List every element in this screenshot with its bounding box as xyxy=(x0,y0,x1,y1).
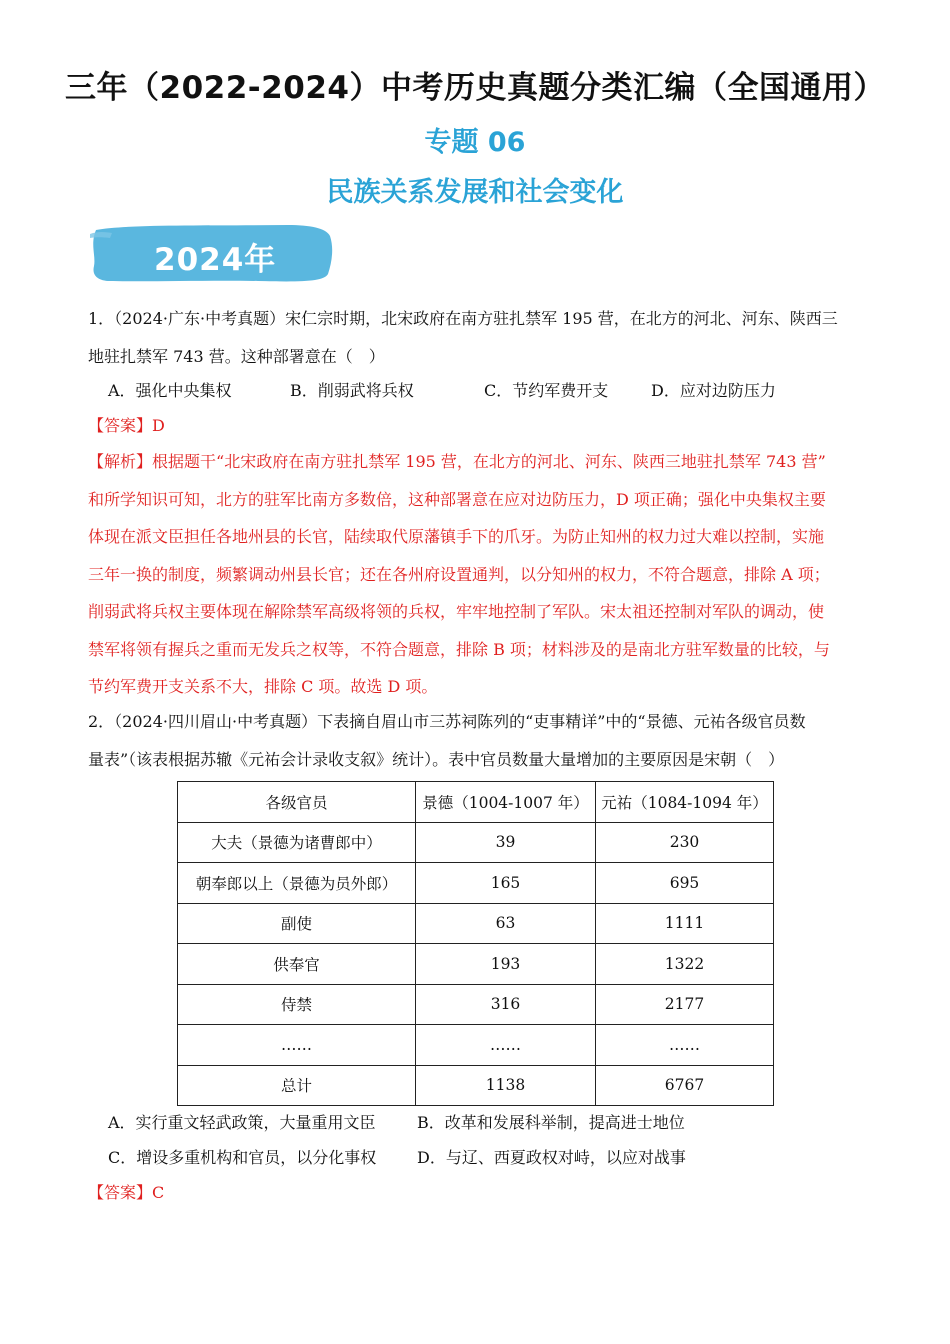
q1-analysis-line: 体现在派文臣担任各地州县的长官，陆续取代原藩镇手下的爪牙。为防止知州的权力过大难以控制，实施 xyxy=(88,527,825,546)
q1-analysis-label: 【解析】 xyxy=(88,452,153,471)
table-header-cell: 元祐（1084-1094 年） xyxy=(596,782,774,823)
table-row xyxy=(178,903,774,944)
officials-table xyxy=(177,781,774,1106)
q1-stem-line2: 地驻扎禁军 743 营。这种部署意在（ ） xyxy=(88,346,385,366)
q2-stem-line1: 2．（2024·四川眉山·中考真题）下表摘自眉山市三苏祠陈列的“吏事精详”中的“景德、元祐各级官员数 xyxy=(88,712,806,731)
q1-analysis-line: 根据题干“北宋政府在南方驻扎禁军 195 营，在北方的河北、河东、陕西三地驻扎禁军 743 营” xyxy=(152,452,826,471)
q1-option-b: B．削弱武将兵权 xyxy=(290,381,414,400)
q1-stem-line1: 1．（2024·广东·中考真题）宋仁宗时期，北宋政府在南方驻扎禁军 195 营，在北方的河北、河东、陕西三 xyxy=(88,309,838,328)
table-row xyxy=(178,822,774,863)
table-cell: 总计 xyxy=(178,1065,416,1106)
q2-answer-value: C xyxy=(152,1183,165,1202)
table-cell: 695 xyxy=(596,863,774,904)
table-cell: 大夫（景德为诸曹郎中） xyxy=(178,822,416,863)
year-banner xyxy=(88,222,334,286)
q2-answer xyxy=(88,1174,863,1212)
q1-analysis-line: 禁军将领有握兵之重而无发兵之权等，不符合题意，排除 B 项；材料涉及的是南北方驻军数量的比较，与 xyxy=(88,639,830,659)
table-cell: 供奉官 xyxy=(178,944,416,985)
table-cell: 侍禁 xyxy=(178,984,416,1025)
table-cell: 193 xyxy=(416,944,596,985)
table-cell: 副使 xyxy=(178,903,416,944)
q1-analysis-line: 削弱武将兵权主要体现在解除禁军高级将领的兵权，牢牢地控制了军队。宋太祖还控制对军队的调动，使 xyxy=(88,602,825,621)
table-cell: 165 xyxy=(416,863,596,904)
page-title: 三年（2022-2024）中考历史真题分类汇编（全国通用） xyxy=(65,70,885,106)
table-cell: …… xyxy=(178,1025,416,1066)
q1-analysis-line: 和所学知识可知，北方的驻军比南方多数倍，这种部署意在应对边防压力，D 项正确；强化中央集权主要 xyxy=(88,489,826,509)
table-cell: 63 xyxy=(416,903,596,944)
table-cell: 39 xyxy=(416,822,596,863)
table-cell: 230 xyxy=(596,822,774,863)
table-cell: 1322 xyxy=(596,944,774,985)
q1-answer-label: 【答案】 xyxy=(88,416,153,435)
table-row xyxy=(178,863,774,904)
table-cell: …… xyxy=(596,1025,774,1066)
table-row xyxy=(178,944,774,985)
table-cell: 6767 xyxy=(596,1065,774,1106)
table-cell: 316 xyxy=(416,984,596,1025)
topic-number: 专题 06 xyxy=(424,127,526,158)
table-cell: 1111 xyxy=(596,903,774,944)
topic-subtitle: 民族关系发展和社会变化 xyxy=(326,177,624,208)
q1-stem xyxy=(88,300,863,375)
q2-option-b: B．改革和发展科举制，提高进士地位 xyxy=(417,1113,685,1132)
year-badge-label: 2024年 xyxy=(154,242,277,278)
q2-option-a: A．实行重文轻武政策，大量重用文臣 xyxy=(108,1113,376,1132)
table-header-cell: 各级官员 xyxy=(178,782,416,823)
table-cell: 1138 xyxy=(416,1065,596,1106)
table-cell: …… xyxy=(416,1025,596,1066)
q1-analysis-line: 节约军费开支关系不大，排除 C 项。故选 D 项。 xyxy=(88,677,438,696)
q1-option-c: C．节约军费开支 xyxy=(484,381,609,400)
table-cell: 朝奉郎以上（景德为员外郎） xyxy=(178,863,416,904)
q2-option-d: D．与辽、西夏政权对峙，以应对战事 xyxy=(417,1148,686,1167)
q1-analysis xyxy=(88,443,863,706)
q1-option-a: A．强化中央集权 xyxy=(108,381,232,400)
table-cell: 2177 xyxy=(596,984,774,1025)
q2-answer-label: 【答案】 xyxy=(88,1183,153,1202)
table-row xyxy=(178,984,774,1025)
q1-analysis-line: 三年一换的制度，频繁调动州县长官；还在各州府设置通判，以分知州的权力，不符合题意，排除 A 项； xyxy=(88,564,830,584)
table-row xyxy=(178,1065,774,1106)
table-row xyxy=(178,1025,774,1066)
q2-stem xyxy=(88,703,863,778)
q1-answer xyxy=(88,407,863,445)
q2-option-c: C．增设多重机构和官员，以分化事权 xyxy=(108,1148,377,1167)
q1-option-d: D．应对边防压力 xyxy=(651,381,776,400)
q1-answer-value: D xyxy=(152,416,165,435)
table-header-cell: 景德（1004-1007 年） xyxy=(416,782,596,823)
q2-stem-line2: 量表”（该表根据苏辙《元祐会计录收支叙》统计）。表中官员数量大量增加的主要原因是宋朝（ ） xyxy=(88,749,785,769)
table-header-row xyxy=(178,782,774,823)
